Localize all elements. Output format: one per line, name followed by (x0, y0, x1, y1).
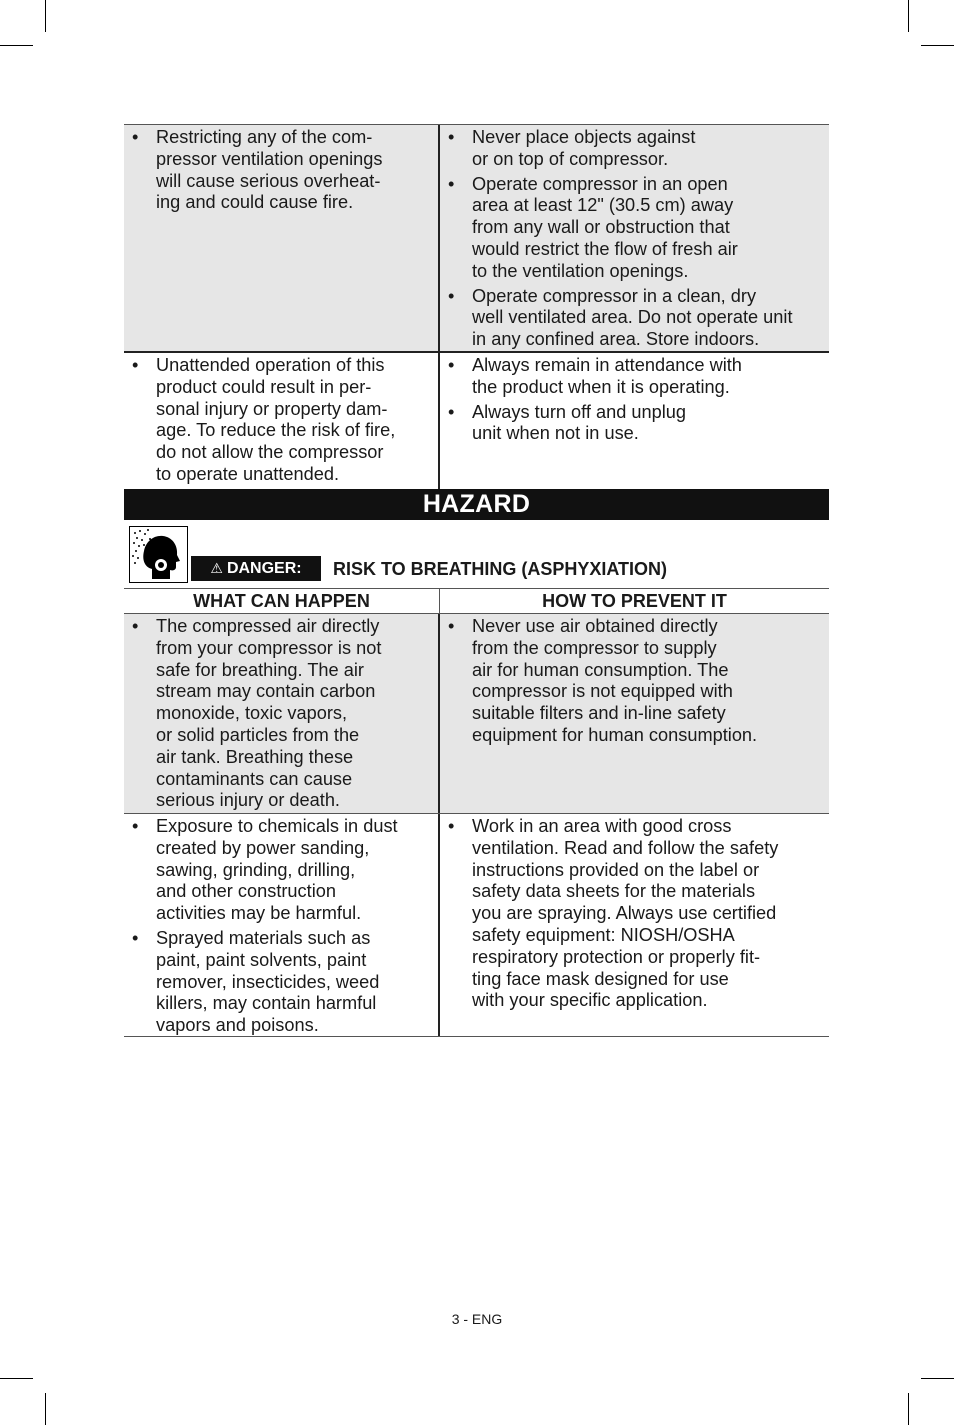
page-number: 3 - ENG (451, 1311, 503, 1327)
list-item: • Never place objects against or on top of compressor. (446, 127, 821, 171)
how-to-prevent-header: HOW TO PREVENT IT (542, 591, 727, 611)
list-item: • Operate compressor in a clean, dry well ventilated area. Do not operate unit in any confined area. Store indoors. (446, 286, 821, 351)
list-item: • Always turn off and unplug unit when not in use. (446, 402, 821, 446)
crop-mark (0, 1378, 33, 1379)
table-row (124, 351, 829, 489)
what-can-happen-cell (124, 125, 440, 351)
danger-header (124, 520, 829, 589)
what-can-happen-header: WHAT CAN HAPPEN (124, 589, 440, 613)
hazard-heading: HAZARD (124, 489, 829, 520)
list-item: • Sprayed materials such as paint, paint solvents, paint remover, insecticides, weed killers, may contain harmful vapors and poisons. (130, 928, 430, 1037)
table-row (124, 613, 829, 813)
list-item: • Exposure to chemicals in dust created by power sanding, sawing, grinding, drilling, and other construction activities may be harmful. (130, 816, 430, 925)
crop-mark (45, 0, 46, 32)
breathing-hazard-icon (129, 526, 188, 583)
table-row (124, 813, 829, 1037)
danger-badge: ⚠ DANGER: (191, 556, 321, 581)
safety-sheet (124, 124, 829, 1037)
how-to-prevent-cell (440, 125, 829, 351)
crop-mark (908, 0, 909, 32)
crop-mark (45, 1393, 46, 1425)
list-item: • Unattended operation of this product could result in per- sonal injury or property dam- age. To reduce the risk of fire, do not allow the compressor to operate unattended. (130, 355, 430, 486)
list-item: • Work in an area with good cross ventilation. Read and follow the safety instructions provided on the label or safety data sheets for the materials you are spraying. Always use certified safety equipment: NIOSH/OSHA respiratory protection or properly fit- ting face mask designed for use with your specific application. (446, 816, 821, 1012)
list-item: • The compressed air directly from your compressor is not safe for breathing. The air stream may contain carbon monoxide, toxic vapors, or solid particles from the air tank. Breathing these contaminants can cause serious injury or death. (130, 616, 430, 812)
warning-triangle-icon: ⚠ (210, 560, 223, 576)
how-to-prevent-cell (440, 353, 829, 489)
list-item: • Operate compressor in an open area at least 12" (30.5 cm) away from any wall or obstruction that would restrict the flow of fresh air to the ventilation openings. (446, 174, 821, 283)
crop-mark (921, 45, 954, 46)
what-can-happen-cell (124, 614, 440, 813)
column-headers (124, 589, 829, 613)
table-row (124, 124, 829, 351)
what-can-happen-cell (124, 353, 440, 489)
crop-mark (921, 1378, 954, 1379)
how-to-prevent-cell (440, 814, 829, 1036)
how-to-prevent-cell (440, 614, 829, 813)
crop-mark (908, 1393, 909, 1425)
what-can-happen-cell (124, 814, 440, 1036)
list-item: • Always remain in attendance with the product when it is operating. (446, 355, 821, 399)
list-item: • Never use air obtained directly from the compressor to supply air for human consumption. The compressor is not equipped with suitable filters and in-line safety equipment for human consumption. (446, 616, 821, 747)
crop-mark (0, 45, 33, 46)
list-item: • Restricting any of the com- pressor ventilation openings will cause serious overheat- ing and could cause fire. (130, 127, 430, 214)
risk-title: RISK TO BREATHING (ASPHYXIATION) (333, 559, 668, 579)
